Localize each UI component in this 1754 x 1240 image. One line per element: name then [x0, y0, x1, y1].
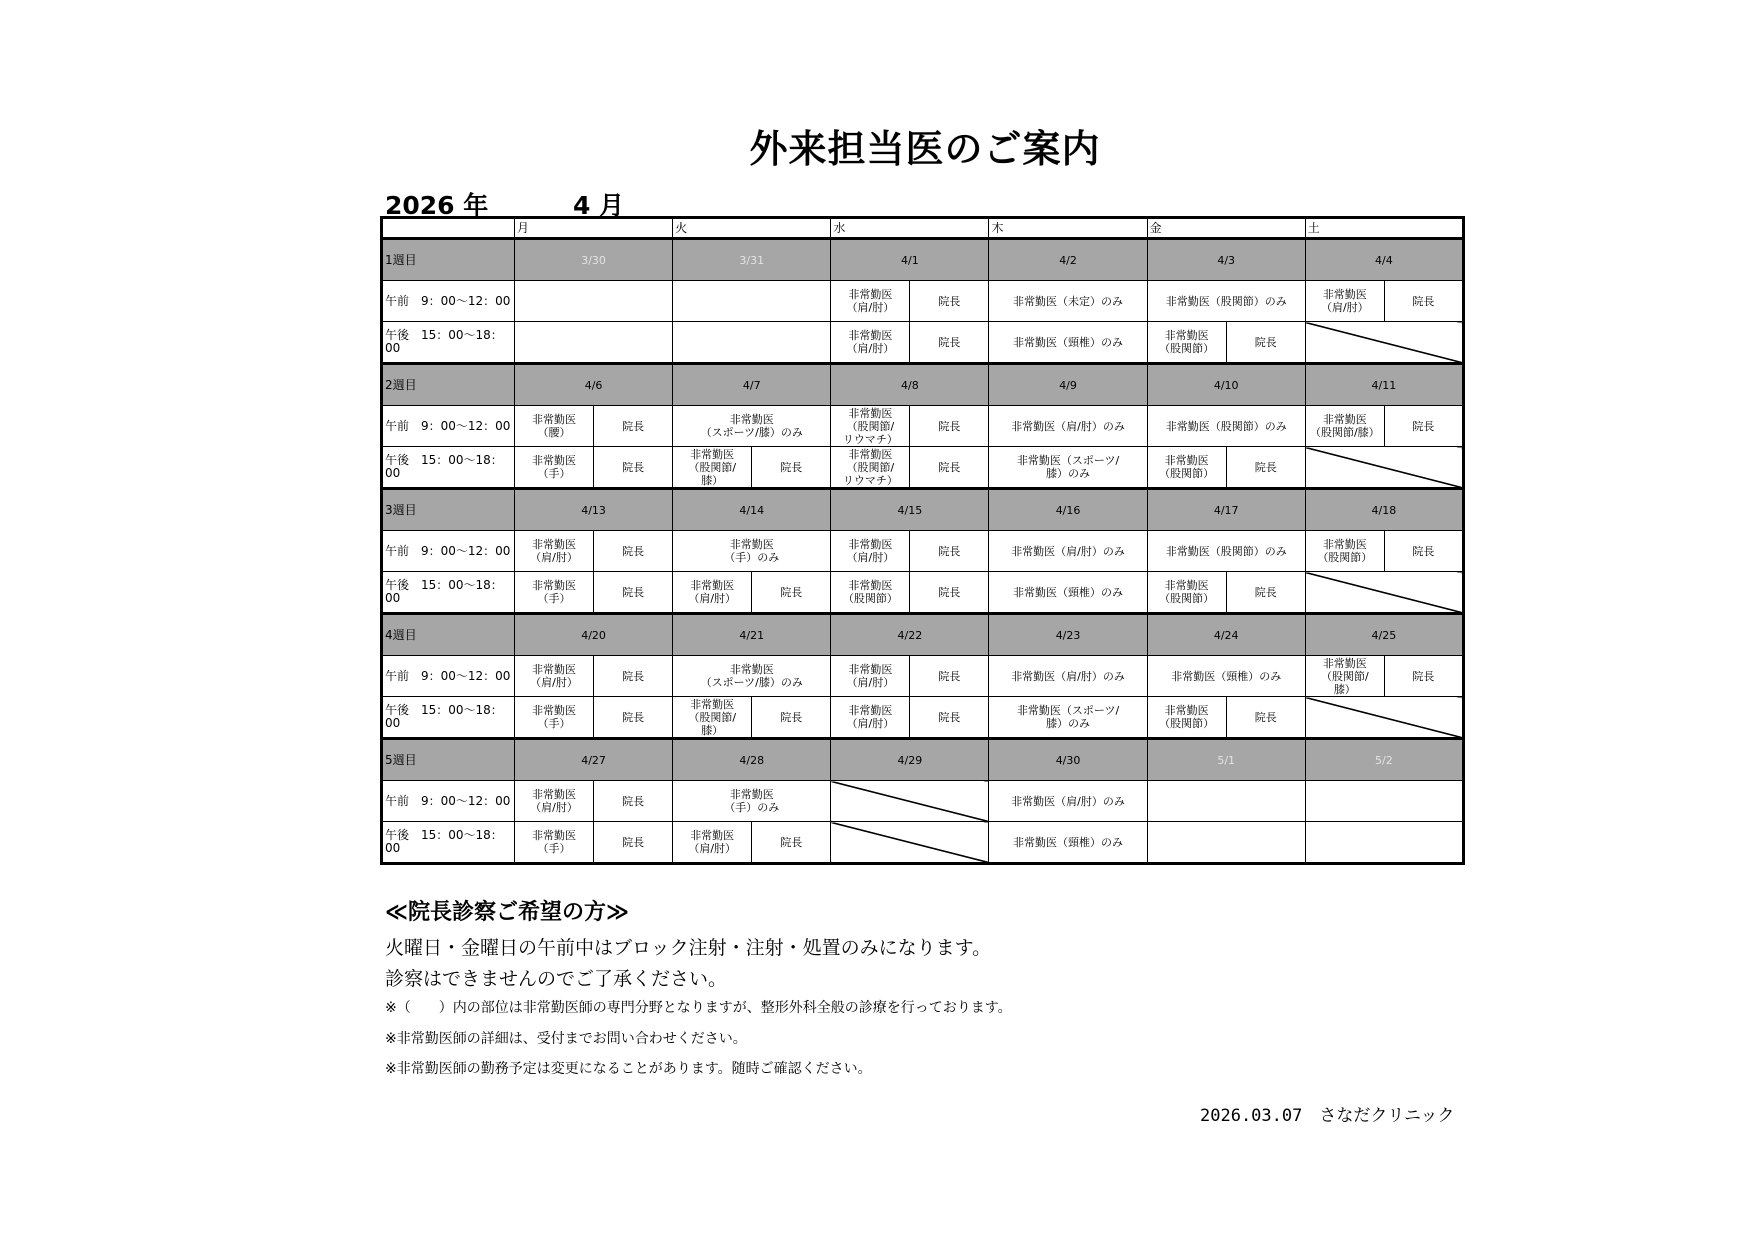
date-cell: 4/18	[1305, 489, 1463, 531]
slot-row-pm	[382, 697, 1464, 739]
empty-cell	[1147, 781, 1305, 822]
doctor-cell: 非常勤医 （肩/肘）	[831, 322, 910, 364]
slot-label: 午後 15：00～18：00	[382, 447, 515, 489]
date-cell: 3/31	[673, 239, 831, 281]
closed-cell	[1305, 697, 1463, 739]
director-cell: 院長	[910, 656, 989, 697]
slot-row-pm	[382, 572, 1464, 614]
corner-cell	[382, 218, 515, 239]
director-cell: 院長	[752, 572, 831, 614]
date-cell: 4/8	[831, 364, 989, 406]
director-cell: 院長	[594, 406, 673, 447]
slot-label: 午前 9：00～12：00	[382, 531, 515, 572]
closed-cell	[831, 781, 989, 822]
doctor-cell: 非常勤医 （肩/肘）	[673, 822, 752, 864]
slot-label: 午前 9：00～12：00	[382, 406, 515, 447]
slot-row-pm	[382, 822, 1464, 864]
doctor-cell: 非常勤医（股関節）のみ	[1147, 406, 1305, 447]
director-cell: 院長	[1226, 322, 1305, 364]
date-cell: 4/30	[989, 739, 1147, 781]
doctor-cell: 非常勤医 （手）	[515, 697, 594, 739]
director-cell: 院長	[1226, 697, 1305, 739]
doctor-cell: 非常勤医 （肩/肘）	[831, 281, 910, 322]
date-cell: 4/9	[989, 364, 1147, 406]
week-label: 2週目	[382, 364, 515, 406]
week-row	[382, 489, 1464, 531]
doctor-cell: 非常勤医 （股関節/ リウマチ）	[831, 406, 910, 447]
director-cell: 院長	[752, 447, 831, 489]
date-cell: 4/29	[831, 739, 989, 781]
empty-cell	[515, 281, 673, 322]
director-cell: 院長	[594, 572, 673, 614]
date-cell: 4/14	[673, 489, 831, 531]
director-cell: 院長	[594, 656, 673, 697]
week-row	[382, 739, 1464, 781]
director-cell: 院長	[1384, 656, 1463, 697]
date-cell: 4/22	[831, 614, 989, 656]
date-cell: 4/27	[515, 739, 673, 781]
date-cell: 4/7	[673, 364, 831, 406]
director-cell: 院長	[910, 697, 989, 739]
date-cell: 4/21	[673, 614, 831, 656]
notes-line-2: 診察はできませんのでご了承ください。	[385, 968, 728, 990]
doctor-cell: 非常勤医（肩/肘）のみ	[989, 406, 1147, 447]
doctor-cell: 非常勤医（股関節）のみ	[1147, 281, 1305, 322]
date-cell: 5/2	[1305, 739, 1463, 781]
slot-row-am	[382, 781, 1464, 822]
doctor-cell: 非常勤医 （肩/肘）	[831, 531, 910, 572]
date-cell: 4/20	[515, 614, 673, 656]
doctor-cell: 非常勤医 （肩/肘）	[515, 531, 594, 572]
notes-line-4: ※非常勤医師の詳細は、受付までお問い合わせください。	[385, 1031, 747, 1047]
closed-cell	[1305, 447, 1463, 489]
page-title: 外来担当医のご案内	[749, 127, 1101, 171]
empty-cell	[1305, 781, 1463, 822]
week-label: 5週目	[382, 739, 515, 781]
day-header-cell: 木	[989, 218, 1147, 239]
doctor-cell: 非常勤医 （股関節/ リウマチ）	[831, 447, 910, 489]
doctor-cell: 非常勤医（肩/肘）のみ	[989, 531, 1147, 572]
doctor-cell: 非常勤医 （肩/肘）	[515, 656, 594, 697]
director-cell: 院長	[594, 697, 673, 739]
doctor-cell: 非常勤医 （股関節）	[1147, 572, 1226, 614]
slot-label: 午前 9：00～12：00	[382, 281, 515, 322]
date-cell: 4/17	[1147, 489, 1305, 531]
doctor-cell: 非常勤医 （手）のみ	[673, 781, 831, 822]
closed-cell	[1305, 572, 1463, 614]
slot-label: 午前 9：00～12：00	[382, 656, 515, 697]
doctor-cell: 非常勤医 （手）のみ	[673, 531, 831, 572]
director-cell: 院長	[594, 447, 673, 489]
day-header-cell: 土	[1305, 218, 1463, 239]
doctor-cell: 非常勤医 （股関節）	[1147, 447, 1226, 489]
doctor-cell: 非常勤医（頸椎）のみ	[989, 572, 1147, 614]
empty-cell	[1305, 822, 1463, 864]
doctor-cell: 非常勤医 （股関節）	[831, 572, 910, 614]
slot-label: 午後 15：00～18：00	[382, 697, 515, 739]
director-cell: 院長	[594, 822, 673, 864]
director-cell: 院長	[910, 531, 989, 572]
doctor-cell: 非常勤医 （肩/肘）	[1305, 281, 1384, 322]
director-cell: 院長	[1384, 531, 1463, 572]
doctor-cell: 非常勤医（肩/肘）のみ	[989, 656, 1147, 697]
doctor-cell: 非常勤医 （股関節/ 膝）	[673, 447, 752, 489]
doctor-cell: 非常勤医 （肩/肘）	[831, 697, 910, 739]
slot-row-pm	[382, 447, 1464, 489]
date-cell: 4/4	[1305, 239, 1463, 281]
doctor-cell: 非常勤医 （手）	[515, 447, 594, 489]
schedule-table	[380, 216, 1465, 865]
year-label: 2026 年	[385, 191, 489, 220]
week-label: 3週目	[382, 489, 515, 531]
doctor-cell: 非常勤医（肩/肘）のみ	[989, 781, 1147, 822]
empty-cell	[515, 322, 673, 364]
director-cell: 院長	[594, 781, 673, 822]
week-row	[382, 239, 1464, 281]
director-cell: 院長	[752, 822, 831, 864]
week-label: 1週目	[382, 239, 515, 281]
director-cell: 院長	[910, 322, 989, 364]
date-cell: 4/6	[515, 364, 673, 406]
doctor-cell: 非常勤医 （手）	[515, 572, 594, 614]
doctor-cell: 非常勤医 （股関節/ 膝）	[1305, 656, 1384, 697]
date-cell: 4/23	[989, 614, 1147, 656]
doctor-cell: 非常勤医（頸椎）のみ	[1147, 656, 1305, 697]
notes-heading: ≪院長診察ご希望の方≫	[385, 900, 630, 925]
doctor-cell: 非常勤医 （手）	[515, 822, 594, 864]
closed-cell	[831, 822, 989, 864]
director-cell: 院長	[1384, 406, 1463, 447]
doctor-cell: 非常勤医 （股関節）	[1147, 697, 1226, 739]
slot-label: 午前 9：00～12：00	[382, 781, 515, 822]
doctor-cell: 非常勤医（頸椎）のみ	[989, 822, 1147, 864]
day-header-cell: 火	[673, 218, 831, 239]
slot-row-am	[382, 406, 1464, 447]
doctor-cell: 非常勤医 （股関節/膝）	[1305, 406, 1384, 447]
doctor-cell: 非常勤医 （肩/肘）	[515, 781, 594, 822]
day-header-cell: 月	[515, 218, 673, 239]
slot-label: 午後 15：00～18：00	[382, 572, 515, 614]
doctor-cell: 非常勤医（頸椎）のみ	[989, 322, 1147, 364]
footer-date-clinic: 2026.03.07 さなだクリニック	[1200, 1106, 1455, 1126]
week-label: 4週目	[382, 614, 515, 656]
slot-row-pm	[382, 322, 1464, 364]
doctor-cell: 非常勤医 （股関節）	[1305, 531, 1384, 572]
doctor-cell: 非常勤医 （肩/肘）	[831, 656, 910, 697]
empty-cell	[673, 322, 831, 364]
notes-line-3: ※（ ）内の部位は非常勤医師の専門分野となりますが、整形外科全般の診療を行っております。	[385, 1000, 1012, 1016]
date-cell: 4/10	[1147, 364, 1305, 406]
week-row	[382, 614, 1464, 656]
director-cell: 院長	[910, 572, 989, 614]
director-cell: 院長	[752, 697, 831, 739]
doctor-cell: 非常勤医（股関節）のみ	[1147, 531, 1305, 572]
date-cell: 4/16	[989, 489, 1147, 531]
notes-line-1: 火曜日・金曜日の午前中はブロック注射・注射・処置のみになります。	[385, 937, 992, 959]
doctor-cell: 非常勤医 （スポーツ/膝）のみ	[673, 656, 831, 697]
date-cell: 4/3	[1147, 239, 1305, 281]
doctor-cell: 非常勤医 （肩/肘）	[673, 572, 752, 614]
date-cell: 4/24	[1147, 614, 1305, 656]
week-row	[382, 364, 1464, 406]
date-cell: 4/28	[673, 739, 831, 781]
director-cell: 院長	[910, 447, 989, 489]
date-cell: 4/15	[831, 489, 989, 531]
closed-cell	[1305, 322, 1463, 364]
director-cell: 院長	[910, 281, 989, 322]
slot-label: 午後 15：00～18：00	[382, 822, 515, 864]
slot-label: 午後 15：00～18：00	[382, 322, 515, 364]
day-header-cell: 金	[1147, 218, 1305, 239]
date-cell: 4/25	[1305, 614, 1463, 656]
empty-cell	[1147, 822, 1305, 864]
doctor-cell: 非常勤医（スポーツ/ 膝）のみ	[989, 697, 1147, 739]
slot-row-am	[382, 531, 1464, 572]
day-header-row	[382, 218, 1464, 239]
month-label: 4 月	[573, 191, 625, 220]
date-cell: 4/1	[831, 239, 989, 281]
director-cell: 院長	[1226, 447, 1305, 489]
doctor-cell: 非常勤医 （スポーツ/膝）のみ	[673, 406, 831, 447]
doctor-cell: 非常勤医（未定）のみ	[989, 281, 1147, 322]
date-cell: 4/2	[989, 239, 1147, 281]
date-cell: 5/1	[1147, 739, 1305, 781]
slot-row-am	[382, 656, 1464, 697]
slot-row-am	[382, 281, 1464, 322]
day-header-cell: 水	[831, 218, 989, 239]
date-cell: 3/30	[515, 239, 673, 281]
director-cell: 院長	[1226, 572, 1305, 614]
doctor-cell: 非常勤医 （腰）	[515, 406, 594, 447]
director-cell: 院長	[1384, 281, 1463, 322]
empty-cell	[673, 281, 831, 322]
doctor-cell: 非常勤医（スポーツ/ 膝）のみ	[989, 447, 1147, 489]
date-cell: 4/11	[1305, 364, 1463, 406]
doctor-cell: 非常勤医 （股関節）	[1147, 322, 1226, 364]
notes-line-5: ※非常勤医師の勤務予定は変更になることがあります。随時ご確認ください。	[385, 1061, 872, 1077]
date-cell: 4/13	[515, 489, 673, 531]
director-cell: 院長	[594, 531, 673, 572]
director-cell: 院長	[910, 406, 989, 447]
doctor-cell: 非常勤医 （股関節/ 膝）	[673, 697, 752, 739]
